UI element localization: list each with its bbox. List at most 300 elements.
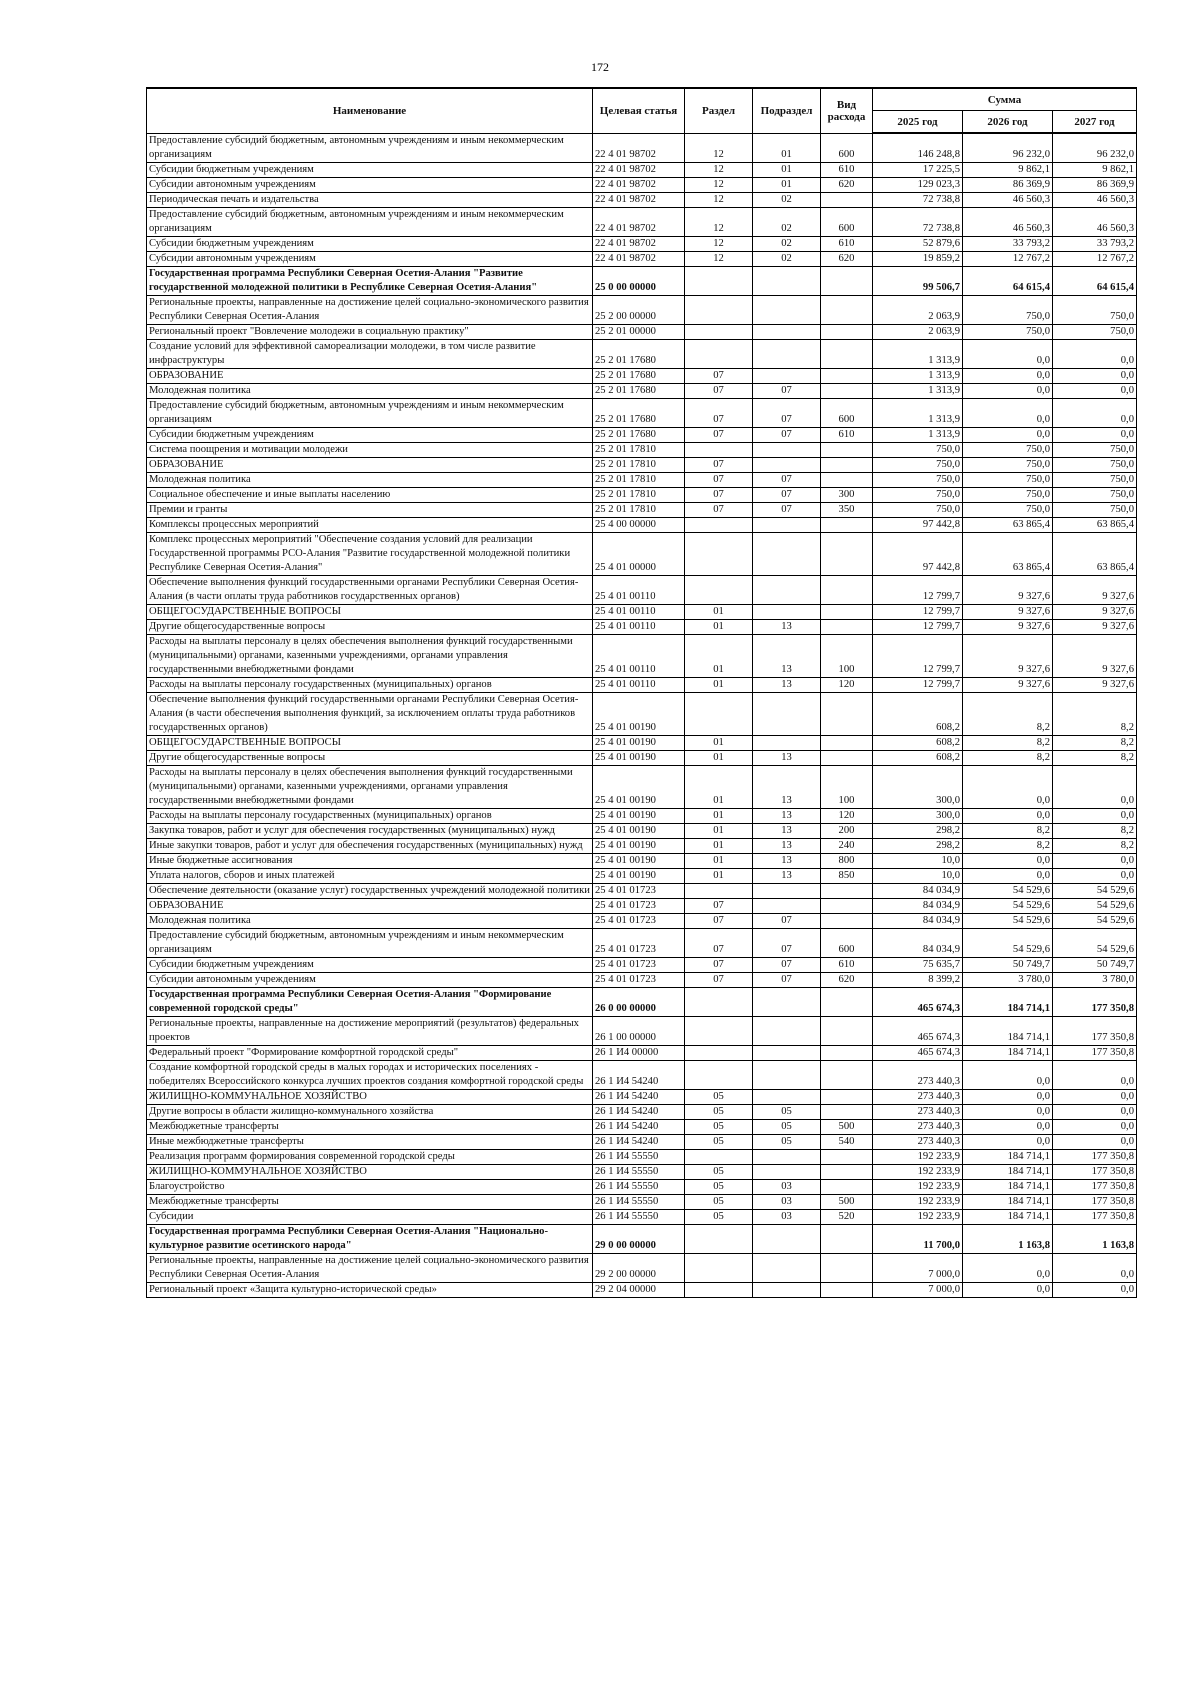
cell-section [685, 295, 753, 324]
cell-2026: 0,0 [963, 1134, 1053, 1149]
cell-2027: 8,2 [1053, 735, 1137, 750]
cell-expense-type [821, 1045, 873, 1060]
cell-2025: 146 248,8 [873, 133, 963, 162]
cell-subsection [753, 1016, 821, 1045]
cell-2025: 72 738,8 [873, 192, 963, 207]
cell-subsection: 13 [753, 838, 821, 853]
cell-subsection: 01 [753, 133, 821, 162]
cell-section [685, 1016, 753, 1045]
cell-expense-type: 620 [821, 177, 873, 192]
cell-subsection [753, 1224, 821, 1253]
cell-subsection: 13 [753, 750, 821, 765]
cell-2027: 9 327,6 [1053, 604, 1137, 619]
cell-code: 25 4 01 00190 [593, 735, 685, 750]
cell-subsection [753, 1045, 821, 1060]
cell-2027: 9 327,6 [1053, 619, 1137, 634]
table-row [147, 339, 1137, 368]
header-section: Раздел [685, 88, 753, 133]
cell-expense-type: 100 [821, 765, 873, 808]
cell-2027: 9 327,6 [1053, 575, 1137, 604]
cell-code: 26 1 И4 55550 [593, 1179, 685, 1194]
cell-name: Расходы на выплаты персоналу в целях обеспечения выполнения функций государственными (муниципальными) органами, казенными учреждениями, органами управления государственными внебюджетными фондами [147, 765, 593, 808]
cell-2026: 3 780,0 [963, 972, 1053, 987]
cell-2027: 177 350,8 [1053, 987, 1137, 1016]
cell-2026: 184 714,1 [963, 1149, 1053, 1164]
cell-2027: 0,0 [1053, 1119, 1137, 1134]
cell-expense-type [821, 457, 873, 472]
cell-2026: 0,0 [963, 1089, 1053, 1104]
cell-name: Уплата налогов, сборов и иных платежей [147, 868, 593, 883]
cell-name: Другие общегосударственные вопросы [147, 750, 593, 765]
header-2027: 2027 год [1053, 111, 1137, 134]
table-row [147, 765, 1137, 808]
cell-code: 26 1 И4 54240 [593, 1119, 685, 1134]
cell-expense-type [821, 1060, 873, 1089]
cell-code: 22 4 01 98702 [593, 162, 685, 177]
cell-2025: 750,0 [873, 487, 963, 502]
cell-section [685, 442, 753, 457]
cell-section [685, 1253, 753, 1282]
cell-2026: 0,0 [963, 368, 1053, 383]
cell-name: Предоставление субсидий бюджетным, автономным учреждениям и иным некоммерческим организациям [147, 207, 593, 236]
cell-expense-type [821, 532, 873, 575]
cell-name: ОБРАЗОВАНИЕ [147, 368, 593, 383]
cell-section: 05 [685, 1089, 753, 1104]
cell-subsection: 13 [753, 808, 821, 823]
cell-section: 07 [685, 368, 753, 383]
cell-2025: 7 000,0 [873, 1253, 963, 1282]
cell-expense-type: 620 [821, 251, 873, 266]
cell-section: 01 [685, 853, 753, 868]
cell-2026: 184 714,1 [963, 1164, 1053, 1179]
cell-2025: 273 440,3 [873, 1089, 963, 1104]
cell-2026: 86 369,9 [963, 177, 1053, 192]
cell-2025: 72 738,8 [873, 207, 963, 236]
cell-subsection: 13 [753, 619, 821, 634]
cell-code: 25 2 01 17680 [593, 368, 685, 383]
cell-code: 25 4 01 01723 [593, 928, 685, 957]
cell-code: 25 2 01 17810 [593, 472, 685, 487]
cell-section: 05 [685, 1119, 753, 1134]
cell-name: Социальное обеспечение и иные выплаты населению [147, 487, 593, 502]
cell-section: 12 [685, 192, 753, 207]
table-row [147, 987, 1137, 1016]
cell-2025: 1 313,9 [873, 383, 963, 398]
cell-2025: 750,0 [873, 502, 963, 517]
cell-2025: 1 313,9 [873, 368, 963, 383]
cell-2027: 750,0 [1053, 295, 1137, 324]
cell-2025: 84 034,9 [873, 883, 963, 898]
cell-subsection: 13 [753, 868, 821, 883]
cell-subsection: 02 [753, 207, 821, 236]
cell-expense-type [821, 987, 873, 1016]
cell-2027: 0,0 [1053, 853, 1137, 868]
cell-expense-type [821, 368, 873, 383]
cell-name: Иные закупки товаров, работ и услуг для обеспечения государственных (муниципальных) нужд [147, 838, 593, 853]
cell-subsection: 13 [753, 823, 821, 838]
cell-expense-type [821, 1089, 873, 1104]
cell-subsection [753, 1149, 821, 1164]
cell-2026: 0,0 [963, 1253, 1053, 1282]
cell-code: 26 1 И4 55550 [593, 1149, 685, 1164]
cell-name: Субсидии бюджетным учреждениям [147, 162, 593, 177]
cell-name: Федеральный проект "Формирование комфортной городской среды" [147, 1045, 593, 1060]
cell-2027: 177 350,8 [1053, 1194, 1137, 1209]
cell-2025: 192 233,9 [873, 1194, 963, 1209]
cell-subsection: 05 [753, 1119, 821, 1134]
cell-2027: 177 350,8 [1053, 1016, 1137, 1045]
cell-2027: 0,0 [1053, 1089, 1137, 1104]
cell-2025: 75 635,7 [873, 957, 963, 972]
cell-expense-type: 600 [821, 398, 873, 427]
cell-2027: 750,0 [1053, 442, 1137, 457]
cell-2026: 9 327,6 [963, 619, 1053, 634]
cell-code: 29 2 04 00000 [593, 1282, 685, 1297]
cell-2025: 273 440,3 [873, 1104, 963, 1119]
table-row [147, 575, 1137, 604]
cell-expense-type [821, 266, 873, 295]
cell-2026: 750,0 [963, 502, 1053, 517]
cell-2026: 9 327,6 [963, 677, 1053, 692]
cell-2027: 177 350,8 [1053, 1149, 1137, 1164]
cell-2026: 54 529,6 [963, 913, 1053, 928]
cell-subsection [753, 883, 821, 898]
cell-2026: 8,2 [963, 823, 1053, 838]
cell-2027: 54 529,6 [1053, 898, 1137, 913]
cell-name: Субсидии бюджетным учреждениям [147, 957, 593, 972]
cell-2027: 0,0 [1053, 808, 1137, 823]
cell-2027: 0,0 [1053, 1060, 1137, 1089]
cell-expense-type [821, 192, 873, 207]
cell-section [685, 339, 753, 368]
cell-subsection: 13 [753, 677, 821, 692]
cell-2026: 184 714,1 [963, 1179, 1053, 1194]
cell-expense-type: 850 [821, 868, 873, 883]
cell-section: 07 [685, 398, 753, 427]
table-row [147, 502, 1137, 517]
table-row [147, 177, 1137, 192]
cell-2026: 184 714,1 [963, 1045, 1053, 1060]
cell-2026: 0,0 [963, 383, 1053, 398]
cell-name: Премии и гранты [147, 502, 593, 517]
cell-2025: 608,2 [873, 735, 963, 750]
cell-section: 01 [685, 735, 753, 750]
cell-name: Субсидии автономным учреждениям [147, 177, 593, 192]
cell-name: Иные бюджетные ассигнования [147, 853, 593, 868]
cell-2025: 192 233,9 [873, 1179, 963, 1194]
cell-code: 25 2 01 17810 [593, 487, 685, 502]
cell-section: 12 [685, 133, 753, 162]
cell-subsection [753, 898, 821, 913]
cell-subsection [753, 692, 821, 735]
cell-section: 12 [685, 177, 753, 192]
table-row [147, 957, 1137, 972]
cell-2027: 3 780,0 [1053, 972, 1137, 987]
cell-section [685, 1149, 753, 1164]
cell-name: Реализация программ формирования современной городской среды [147, 1149, 593, 1164]
cell-2025: 2 063,9 [873, 295, 963, 324]
cell-subsection: 03 [753, 1179, 821, 1194]
cell-2027: 0,0 [1053, 1253, 1137, 1282]
cell-2026: 750,0 [963, 487, 1053, 502]
cell-subsection [753, 324, 821, 339]
cell-2026: 9 327,6 [963, 575, 1053, 604]
cell-expense-type: 600 [821, 133, 873, 162]
table-row [147, 750, 1137, 765]
table-row [147, 677, 1137, 692]
cell-2025: 97 442,8 [873, 517, 963, 532]
table-row [147, 1253, 1137, 1282]
cell-expense-type [821, 750, 873, 765]
cell-code: 25 4 01 01723 [593, 898, 685, 913]
cell-2026: 9 327,6 [963, 604, 1053, 619]
header-sum: Сумма [873, 88, 1137, 111]
cell-expense-type: 300 [821, 487, 873, 502]
cell-2025: 750,0 [873, 472, 963, 487]
cell-2026: 750,0 [963, 324, 1053, 339]
cell-2025: 84 034,9 [873, 898, 963, 913]
table-row [147, 1045, 1137, 1060]
cell-name: ОБЩЕГОСУДАРСТВЕННЫЕ ВОПРОСЫ [147, 735, 593, 750]
cell-2027: 0,0 [1053, 1134, 1137, 1149]
cell-2027: 0,0 [1053, 1104, 1137, 1119]
table-row [147, 808, 1137, 823]
table-row [147, 236, 1137, 251]
cell-2026: 750,0 [963, 472, 1053, 487]
cell-section: 05 [685, 1104, 753, 1119]
cell-name: Государственная программа Республики Северная Осетия-Алания "Формирование современной городской среды" [147, 987, 593, 1016]
cell-2026: 63 865,4 [963, 517, 1053, 532]
cell-code: 26 1 И4 54240 [593, 1134, 685, 1149]
cell-2026: 63 865,4 [963, 532, 1053, 575]
cell-section [685, 532, 753, 575]
cell-name: Благоустройство [147, 1179, 593, 1194]
table-row [147, 838, 1137, 853]
cell-name: Региональный проект "Вовлечение молодежи в социальную практику" [147, 324, 593, 339]
cell-section: 01 [685, 808, 753, 823]
cell-code: 25 4 01 00110 [593, 634, 685, 677]
cell-name: Региональный проект «Защита культурно-исторической среды» [147, 1282, 593, 1297]
table-row [147, 162, 1137, 177]
cell-2025: 12 799,7 [873, 575, 963, 604]
cell-name: Закупка товаров, работ и услуг для обеспечения государственных (муниципальных) нужд [147, 823, 593, 838]
cell-2025: 19 859,2 [873, 251, 963, 266]
cell-expense-type: 620 [821, 972, 873, 987]
cell-subsection [753, 457, 821, 472]
cell-2025: 10,0 [873, 868, 963, 883]
cell-section: 01 [685, 677, 753, 692]
cell-section: 01 [685, 765, 753, 808]
cell-2026: 184 714,1 [963, 987, 1053, 1016]
cell-subsection [753, 604, 821, 619]
cell-2027: 8,2 [1053, 823, 1137, 838]
cell-code: 25 4 01 00110 [593, 575, 685, 604]
cell-code: 25 4 01 01723 [593, 913, 685, 928]
header-code: Целевая статья [593, 88, 685, 133]
cell-2025: 11 700,0 [873, 1224, 963, 1253]
cell-name: Другие общегосударственные вопросы [147, 619, 593, 634]
cell-section: 07 [685, 957, 753, 972]
table-row [147, 1209, 1137, 1224]
cell-section: 01 [685, 868, 753, 883]
cell-2027: 0,0 [1053, 765, 1137, 808]
cell-2025: 7 000,0 [873, 1282, 963, 1297]
cell-2026: 0,0 [963, 765, 1053, 808]
budget-table [146, 87, 1137, 1298]
cell-2027: 177 350,8 [1053, 1045, 1137, 1060]
cell-section [685, 883, 753, 898]
table-row [147, 619, 1137, 634]
cell-section: 05 [685, 1209, 753, 1224]
cell-2025: 300,0 [873, 808, 963, 823]
cell-expense-type: 600 [821, 928, 873, 957]
cell-2025: 465 674,3 [873, 1016, 963, 1045]
cell-2027: 0,0 [1053, 339, 1137, 368]
table-row [147, 1134, 1137, 1149]
cell-expense-type [821, 1104, 873, 1119]
cell-2027: 96 232,0 [1053, 133, 1137, 162]
cell-name: Обеспечение выполнения функций государственными органами Республики Северная Осетия-Алания (в части обеспечения выполнения функций, за исключением оплаты труда работников государственных органов) [147, 692, 593, 735]
cell-name: ОБЩЕГОСУДАРСТВЕННЫЕ ВОПРОСЫ [147, 604, 593, 619]
cell-subsection: 07 [753, 502, 821, 517]
cell-expense-type [821, 1179, 873, 1194]
cell-code: 25 2 01 17810 [593, 502, 685, 517]
cell-code: 26 1 И4 55550 [593, 1164, 685, 1179]
table-row [147, 133, 1137, 162]
cell-expense-type: 500 [821, 1194, 873, 1209]
cell-2026: 0,0 [963, 868, 1053, 883]
table-row [147, 1194, 1137, 1209]
cell-section: 07 [685, 502, 753, 517]
cell-2025: 192 233,9 [873, 1149, 963, 1164]
cell-name: Субсидии бюджетным учреждениям [147, 427, 593, 442]
cell-2025: 273 440,3 [873, 1119, 963, 1134]
cell-2026: 9 327,6 [963, 634, 1053, 677]
cell-name: Государственная программа Республики Северная Осетия-Алания "Развитие государственной молодежной политики в Республике Северная Осетия-Алания" [147, 266, 593, 295]
cell-subsection [753, 266, 821, 295]
cell-name: Обеспечение выполнения функций государственными органами Республики Северная Осетия-Алания (в части оплаты труда работников государственных органов) [147, 575, 593, 604]
cell-2025: 750,0 [873, 442, 963, 457]
cell-expense-type: 500 [821, 1119, 873, 1134]
cell-name: Предоставление субсидий бюджетным, автономным учреждениям и иным некоммерческим организациям [147, 133, 593, 162]
cell-2027: 46 560,3 [1053, 192, 1137, 207]
table-row [147, 383, 1137, 398]
table-row [147, 266, 1137, 295]
cell-code: 25 4 01 00110 [593, 604, 685, 619]
cell-section: 01 [685, 634, 753, 677]
table-row [147, 928, 1137, 957]
cell-2027: 64 615,4 [1053, 266, 1137, 295]
cell-subsection: 02 [753, 236, 821, 251]
table-row [147, 532, 1137, 575]
table-row [147, 1282, 1137, 1297]
cell-name: Предоставление субсидий бюджетным, автономным учреждениям и иным некоммерческим организациям [147, 398, 593, 427]
cell-name: ЖИЛИЩНО-КОММУНАЛЬНОЕ ХОЗЯЙСТВО [147, 1089, 593, 1104]
table-row [147, 1164, 1137, 1179]
cell-code: 25 4 01 00190 [593, 765, 685, 808]
cell-code: 22 4 01 98702 [593, 251, 685, 266]
cell-expense-type: 240 [821, 838, 873, 853]
cell-subsection: 01 [753, 162, 821, 177]
cell-code: 25 2 01 00000 [593, 324, 685, 339]
cell-code: 25 4 01 00190 [593, 692, 685, 735]
cell-section [685, 1282, 753, 1297]
cell-2026: 96 232,0 [963, 133, 1053, 162]
cell-subsection [753, 295, 821, 324]
cell-2025: 1 313,9 [873, 339, 963, 368]
cell-2026: 12 767,2 [963, 251, 1053, 266]
cell-code: 25 2 01 17680 [593, 398, 685, 427]
cell-expense-type [821, 913, 873, 928]
cell-name: Комплекс процессных мероприятий "Обеспечение создания условий для реализации Государственной программы РСО-Алания "Развитие государственной молодежной политики Республике Северная Осетия-Алания" [147, 532, 593, 575]
cell-section: 12 [685, 251, 753, 266]
cell-2026: 0,0 [963, 339, 1053, 368]
cell-code: 25 4 01 01723 [593, 883, 685, 898]
cell-subsection [753, 987, 821, 1016]
cell-subsection: 05 [753, 1104, 821, 1119]
cell-2027: 54 529,6 [1053, 883, 1137, 898]
header-2026: 2026 год [963, 111, 1053, 134]
cell-2027: 0,0 [1053, 868, 1137, 883]
cell-section [685, 266, 753, 295]
table-row [147, 207, 1137, 236]
cell-2026: 1 163,8 [963, 1224, 1053, 1253]
cell-code: 25 2 01 17680 [593, 427, 685, 442]
cell-2027: 750,0 [1053, 487, 1137, 502]
table-row [147, 604, 1137, 619]
cell-2026: 33 793,2 [963, 236, 1053, 251]
table-row [147, 192, 1137, 207]
cell-2025: 273 440,3 [873, 1060, 963, 1089]
table-row [147, 442, 1137, 457]
table-row [147, 1224, 1137, 1253]
cell-2026: 46 560,3 [963, 207, 1053, 236]
header-2025: 2025 год [873, 111, 963, 134]
cell-expense-type [821, 339, 873, 368]
cell-section: 05 [685, 1164, 753, 1179]
cell-section: 07 [685, 972, 753, 987]
table-row [147, 398, 1137, 427]
cell-name: Региональные проекты, направленные на достижение целей социально-экономического развития Республики Северная Осетия-Алания [147, 1253, 593, 1282]
cell-expense-type: 540 [821, 1134, 873, 1149]
table-row [147, 472, 1137, 487]
cell-expense-type [821, 735, 873, 750]
cell-subsection [753, 1164, 821, 1179]
cell-name: ОБРАЗОВАНИЕ [147, 457, 593, 472]
cell-subsection: 07 [753, 383, 821, 398]
cell-2025: 99 506,7 [873, 266, 963, 295]
cell-code: 25 2 01 17680 [593, 383, 685, 398]
cell-name: Расходы на выплаты персоналу государственных (муниципальных) органов [147, 677, 593, 692]
cell-expense-type [821, 383, 873, 398]
cell-2026: 54 529,6 [963, 898, 1053, 913]
cell-2025: 298,2 [873, 838, 963, 853]
cell-code: 25 4 01 00190 [593, 750, 685, 765]
cell-2027: 177 350,8 [1053, 1179, 1137, 1194]
cell-name: Молодежная политика [147, 913, 593, 928]
cell-expense-type: 610 [821, 236, 873, 251]
cell-2026: 750,0 [963, 442, 1053, 457]
cell-expense-type [821, 472, 873, 487]
cell-2026: 64 615,4 [963, 266, 1053, 295]
cell-expense-type [821, 1164, 873, 1179]
cell-subsection [753, 517, 821, 532]
cell-expense-type: 120 [821, 677, 873, 692]
cell-2027: 33 793,2 [1053, 236, 1137, 251]
cell-subsection [753, 575, 821, 604]
cell-code: 22 4 01 98702 [593, 177, 685, 192]
cell-name: ОБРАЗОВАНИЕ [147, 898, 593, 913]
